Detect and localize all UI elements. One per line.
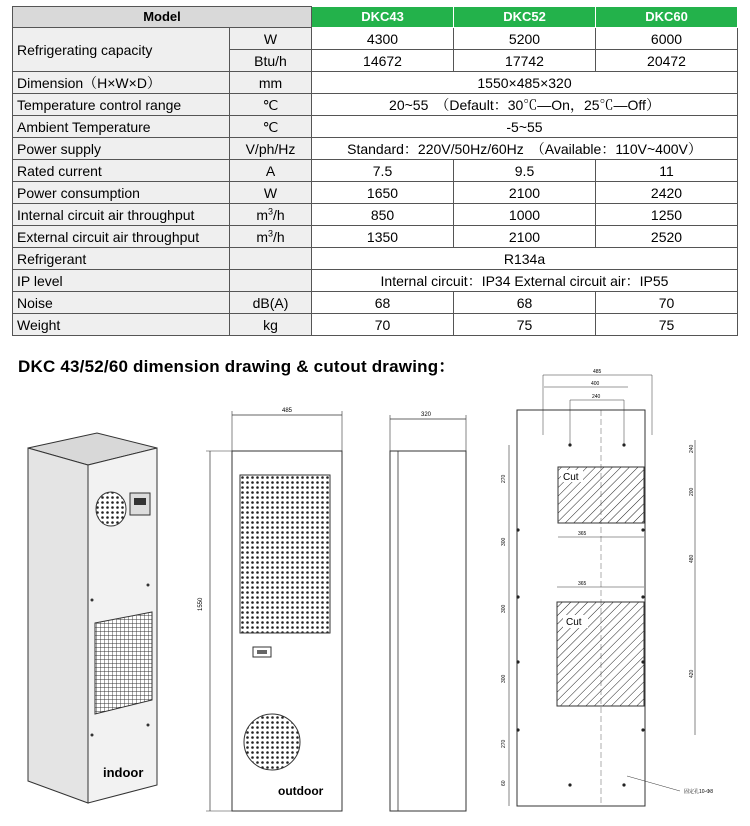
indoor-grille-icon: [95, 612, 152, 714]
cell-value: Internal circuit：IP34 External circuit air：IP55: [312, 270, 738, 292]
outdoor-grille-icon: [240, 475, 330, 633]
table-row: [13, 138, 738, 160]
model-header: Model: [13, 7, 312, 28]
row-unit-empty: [230, 248, 312, 270]
top-dim-label: 400: [591, 381, 600, 387]
unit-text: /h: [273, 206, 285, 223]
table-row: [13, 94, 738, 116]
left-dim-label: 300: [501, 674, 507, 683]
cell-value: R134a: [312, 248, 738, 270]
drawing-section-title: DKC 43/52/60 dimension drawing & cutout drawing：: [18, 357, 456, 376]
row-label: Power supply: [13, 138, 230, 160]
row-unit: [230, 204, 312, 226]
cut-width-label-upper: 365: [578, 531, 587, 537]
cell-value: 20~55 （Default：30℃—On，25℃—Off）: [312, 94, 738, 116]
cell-value: 70: [596, 292, 738, 314]
top-dim-label: 240: [592, 394, 601, 400]
width-dim-label: 485: [282, 408, 293, 414]
top-dim-label: 485: [593, 369, 602, 375]
right-dim-label: 240: [689, 444, 695, 453]
table-row: [13, 182, 738, 204]
table-row: [13, 292, 738, 314]
cell-value: 1650: [312, 182, 454, 204]
cell-value: 6000: [596, 28, 738, 50]
indoor-label: indoor: [103, 765, 144, 780]
row-unit: mm: [230, 72, 312, 94]
cell-value: 2100: [454, 182, 596, 204]
left-dim-label: 270: [501, 739, 507, 748]
cell-value: 1250: [596, 204, 738, 226]
left-dim-label: 60: [501, 780, 507, 786]
row-label: Power consumption: [13, 182, 230, 204]
outdoor-front-view: [198, 408, 342, 811]
cell-value: 68: [454, 292, 596, 314]
unit-text: m: [256, 228, 268, 245]
row-label: Weight: [13, 314, 230, 336]
cell-value: 4300: [312, 28, 454, 50]
side-view: [390, 412, 466, 811]
table-row: [13, 270, 738, 292]
controller-display-icon: [134, 498, 146, 505]
table-row: [13, 116, 738, 138]
cell-value: 20472: [596, 50, 738, 72]
row-unit: ℃: [230, 94, 312, 116]
row-label-refrig: Refrigerating capacity: [13, 28, 230, 72]
unit-w: W: [230, 28, 312, 50]
table-row: [13, 248, 738, 270]
unit-btu: Btu/h: [230, 50, 312, 72]
cell-value: -5~55: [312, 116, 738, 138]
cell-value: 2100: [454, 226, 596, 248]
cell-value: 7.5: [312, 160, 454, 182]
cell-value: 2420: [596, 182, 738, 204]
row-unit: dB(A): [230, 292, 312, 314]
table-row: [13, 314, 738, 336]
model-dkc52: DKC52: [454, 7, 596, 28]
cell-value: 70: [312, 314, 454, 336]
left-dim-label: 300: [501, 604, 507, 613]
cell-value: 11: [596, 160, 738, 182]
row-unit: A: [230, 160, 312, 182]
cell-value: 9.5: [454, 160, 596, 182]
row-label: Noise: [13, 292, 230, 314]
cell-value: 14672: [312, 50, 454, 72]
left-dim-label: 300: [501, 537, 507, 546]
row-unit: W: [230, 182, 312, 204]
table-row: [13, 28, 738, 50]
unit-sup: 3: [267, 205, 273, 216]
left-dim-label: 270: [501, 474, 507, 483]
table-row: [13, 72, 738, 94]
outdoor-label: outdoor: [278, 784, 324, 798]
cell-value: 17742: [454, 50, 596, 72]
spec-table: [12, 6, 738, 336]
model-dkc43: DKC43: [312, 7, 454, 28]
table-row: [13, 204, 738, 226]
row-unit: V/ph/Hz: [230, 138, 312, 160]
right-dim-label: 200: [689, 487, 695, 496]
unit-text: m: [256, 206, 268, 223]
table-header-row: [13, 7, 738, 28]
cut-label-lower: Cut: [566, 617, 582, 628]
unit-text: /h: [273, 228, 285, 245]
cell-value: 5200: [454, 28, 596, 50]
cell-value: 1000: [454, 204, 596, 226]
model-dkc60: DKC60: [596, 7, 738, 28]
table-row: [13, 226, 738, 248]
row-label: Ambient Temperature: [13, 116, 230, 138]
indoor-fan-icon: [96, 492, 126, 526]
row-label: Temperature control range: [13, 94, 230, 116]
row-unit: ℃: [230, 116, 312, 138]
cut-width-label-lower: 365: [578, 581, 587, 587]
cell-value: 1350: [312, 226, 454, 248]
row-label: Rated current: [13, 160, 230, 182]
cell-value: 2520: [596, 226, 738, 248]
row-label: Refrigerant: [13, 248, 230, 270]
row-label: Internal circuit air throughput: [13, 204, 230, 226]
cell-value: 75: [454, 314, 596, 336]
indoor-unit-3d: [28, 433, 157, 803]
dimension-drawings: [0, 369, 750, 826]
unit-sup: 3: [267, 227, 273, 238]
cell-value: Standard：220V/50Hz/60Hz （Available：110V~400V）: [312, 138, 738, 160]
mounting-hole-note: 固定孔10-Φ8: [684, 789, 713, 795]
row-unit: [230, 226, 312, 248]
height-dim-label: 1550: [198, 597, 204, 611]
row-unit: kg: [230, 314, 312, 336]
depth-dim-label: 320: [421, 412, 432, 418]
cutout-drawing: [501, 369, 713, 806]
row-label: Dimension（H×W×D）: [13, 72, 230, 94]
right-dim-label: 420: [689, 669, 695, 678]
right-dim-label: 480: [689, 554, 695, 563]
cell-value: 68: [312, 292, 454, 314]
cut-label-upper: Cut: [563, 472, 579, 483]
cell-value: 1550×485×320: [312, 72, 738, 94]
row-label: External circuit air throughput: [13, 226, 230, 248]
cell-value: 75: [596, 314, 738, 336]
row-label: IP level: [13, 270, 230, 292]
table-row: [13, 160, 738, 182]
row-unit-empty: [230, 270, 312, 292]
cell-value: 850: [312, 204, 454, 226]
outdoor-fan-icon: [244, 714, 300, 770]
